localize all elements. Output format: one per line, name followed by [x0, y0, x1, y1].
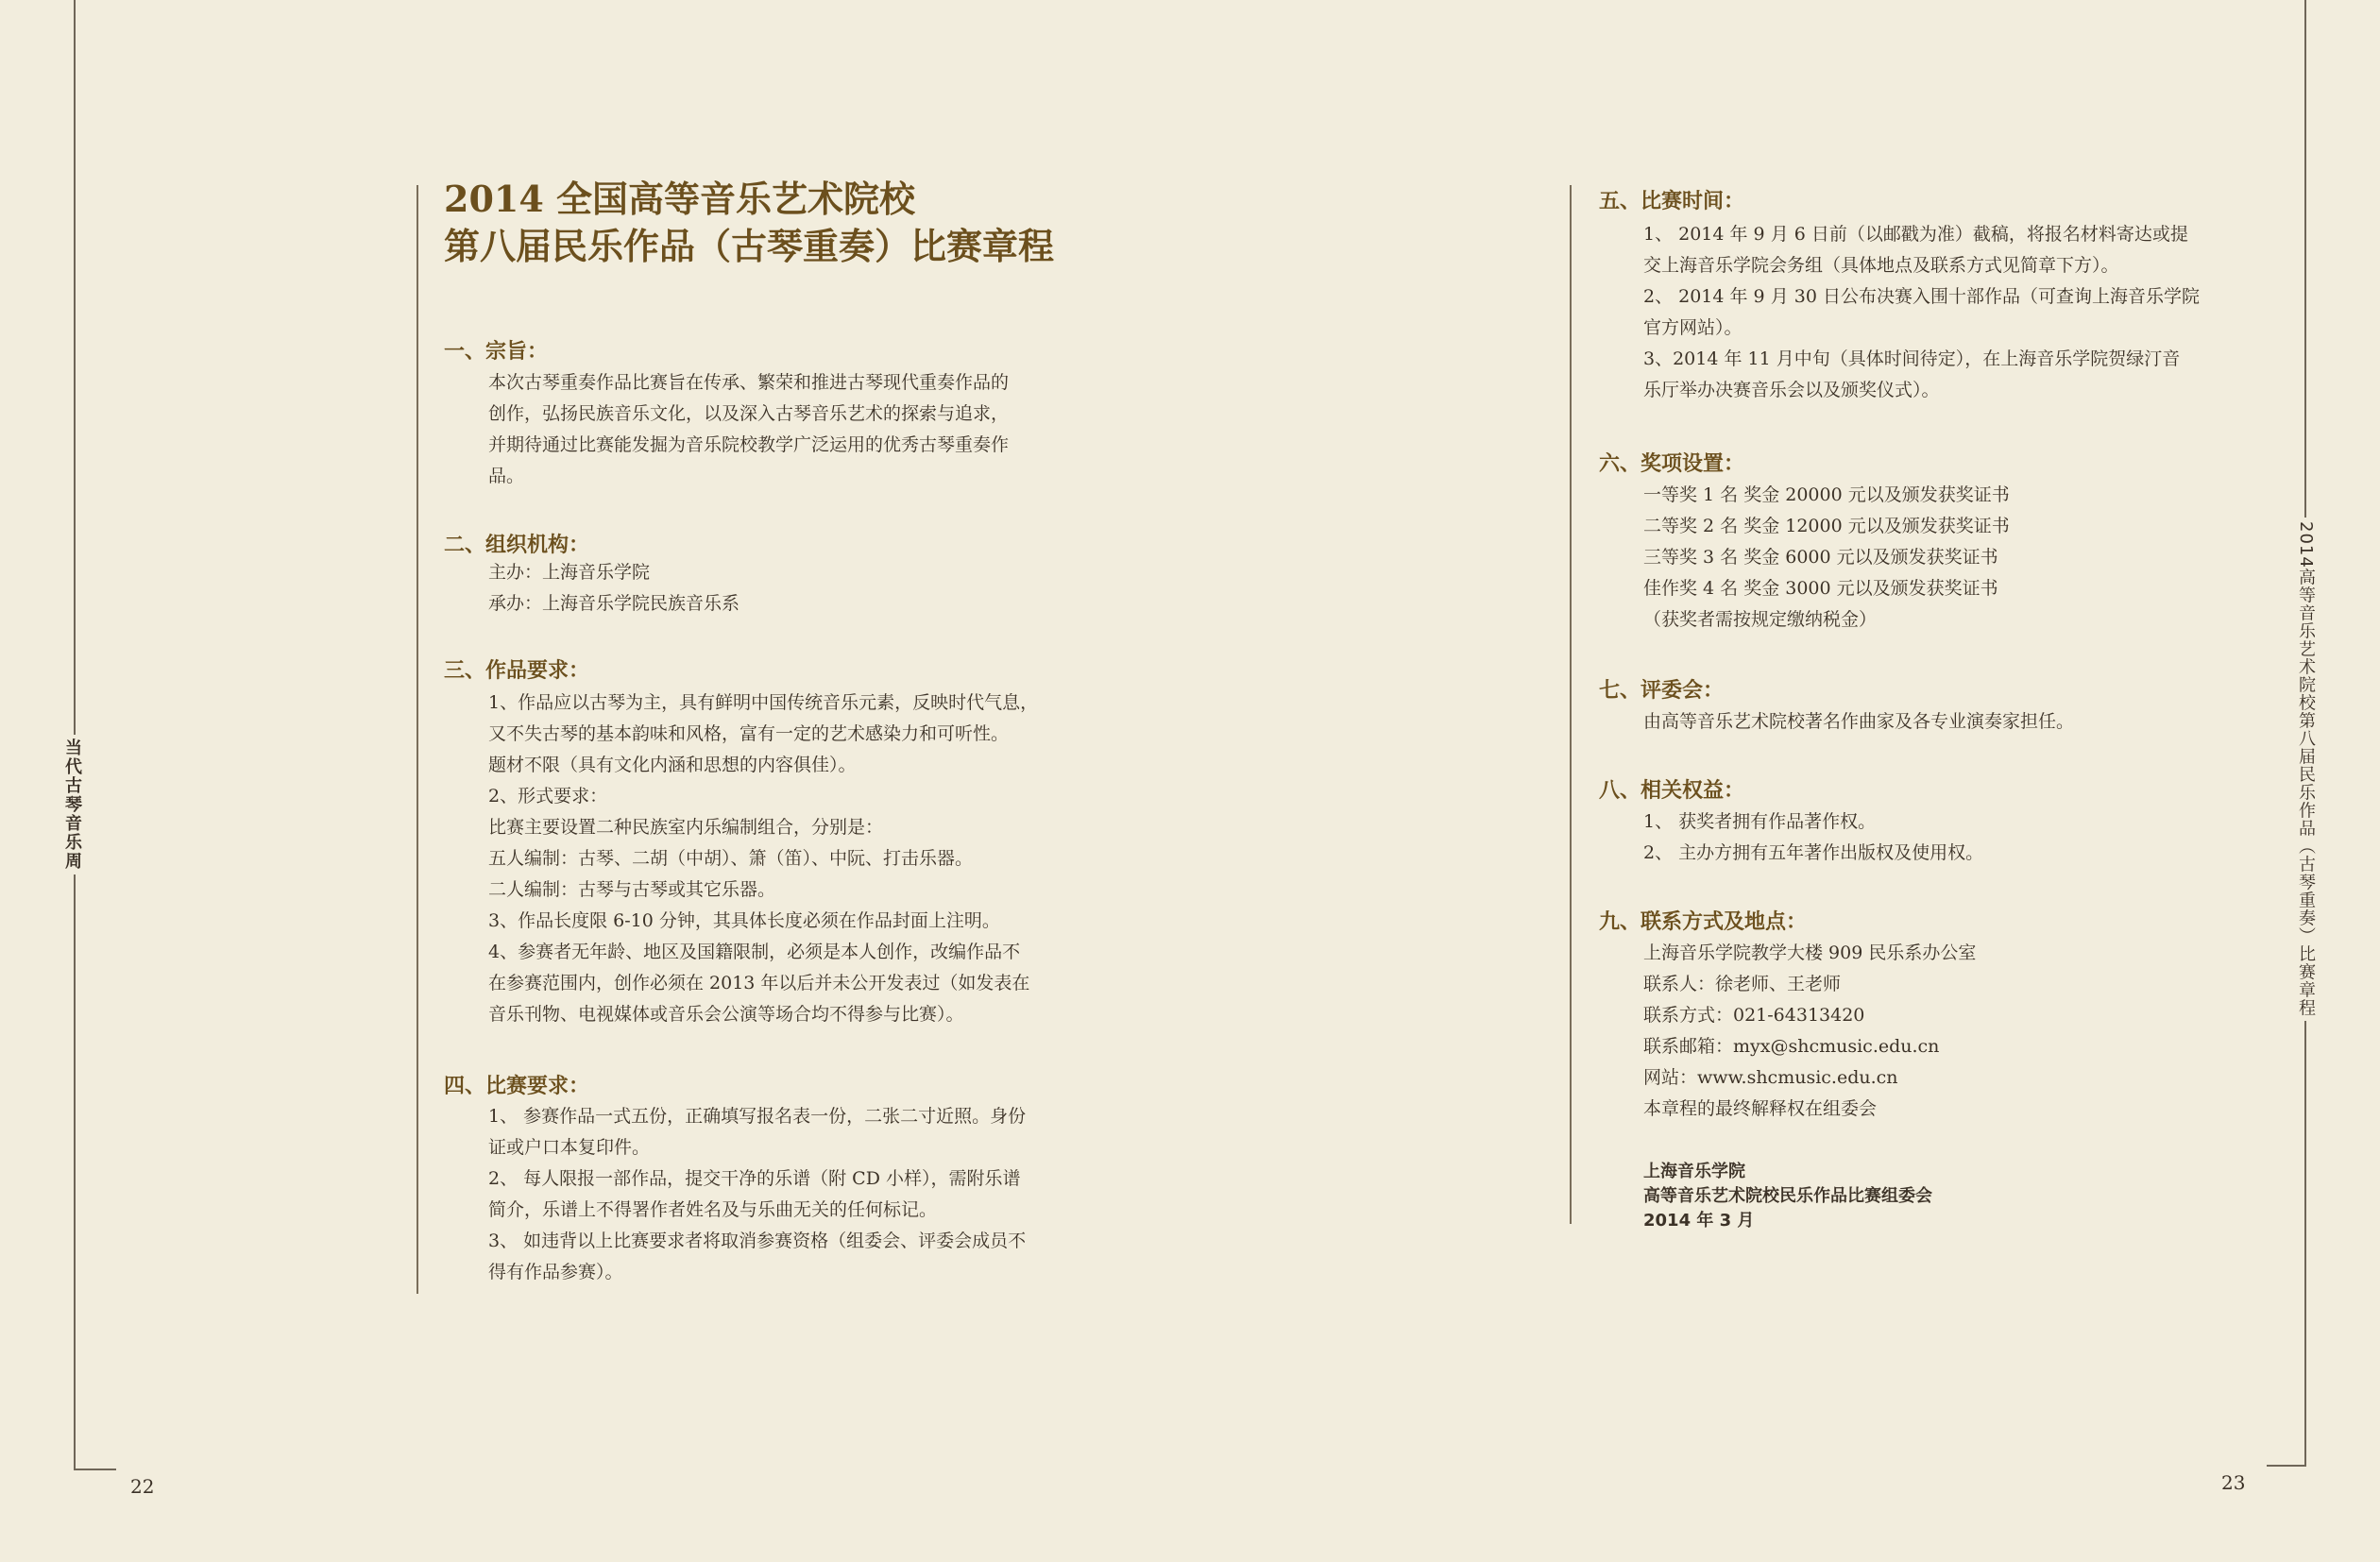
section-5-heading: 五、比赛时间：	[1599, 190, 1745, 213]
right-column-rule	[1570, 185, 1572, 1224]
right-frame-bottom-line	[2267, 1465, 2306, 1467]
signature-organization: 上海音乐学院	[1643, 1162, 1745, 1181]
left-column-rule	[416, 185, 418, 1294]
section-7-heading: 七、评委会：	[1599, 679, 1725, 703]
section-3-line: 2、形式要求：	[488, 786, 608, 806]
title-line-1: 2014 全国高等音乐艺术院校	[444, 178, 915, 220]
section-7-line: 由高等音乐艺术院校著名作曲家及各专业演奏家担任。	[1643, 711, 2075, 732]
section-2-heading: 二、组织机构：	[444, 534, 590, 557]
section-3-line: 二人编制：古琴与古琴或其它乐器。	[488, 879, 776, 900]
section-3-line: 五人编制：古琴、二胡（中胡）、箫（笛）、中阮、打击乐器。	[488, 848, 974, 869]
section-8-line: 1、 获奖者拥有作品著作权。	[1643, 811, 1877, 832]
section-1-line: 创作，弘扬民族音乐文化，以及深入古琴音乐艺术的探索与追求，	[488, 403, 1010, 424]
section-2-body	[488, 557, 740, 620]
section-2-line: 主办：上海音乐学院	[488, 562, 651, 583]
left-side-label: 当代古琴音乐周	[60, 735, 84, 874]
section-4-line: 1、 参赛作品一式五份，正确填写报名表一份，二张二寸近照。身份	[488, 1106, 1027, 1127]
signature-block	[1643, 1160, 1932, 1233]
section-6-heading: 六、奖项设置：	[1599, 452, 1745, 476]
section-8-line: 2、 主办方拥有五年著作出版权及使用权。	[1643, 842, 1984, 863]
section-8-body	[1643, 806, 1983, 869]
signature-committee: 高等音乐艺术院校民乐作品比赛组委会	[1643, 1186, 1932, 1206]
left-page-number: 22	[130, 1475, 155, 1498]
contact-person: 联系人：徐老师、王老师	[1643, 974, 1842, 994]
section-3-line: 又不失古琴的基本韵味和风格，富有一定的艺术感染力和可听性。	[488, 723, 1010, 744]
section-3-line: 4、参赛者无年龄、地区及国籍限制，必须是本人创作，改编作品不	[488, 942, 1021, 962]
contact-email: 联系邮箱：myx@shcmusic.edu.cn	[1643, 1036, 1940, 1057]
section-4-heading: 四、比赛要求：	[444, 1075, 590, 1098]
section-2-line: 承办：上海音乐学院民族音乐系	[488, 593, 740, 614]
section-3-line: 题材不限（具有文化内涵和思想的内容俱佳）。	[488, 755, 857, 775]
section-3-heading: 三、作品要求：	[444, 659, 590, 683]
award-line: 二等奖 2 名 奖金 12000 元以及颁发获奖证书	[1643, 516, 2010, 536]
section-5-line: 2、 2014 年 9 月 30 日公布决赛入围十部作品（可查询上海音乐学院	[1643, 286, 2200, 307]
section-5-line: 乐厅举办决赛音乐会以及颁奖仪式）。	[1643, 380, 1940, 400]
right-page-number: 23	[2221, 1471, 2246, 1494]
section-3-line: 比赛主要设置二种民族室内乐编制组合，分别是：	[488, 817, 884, 838]
section-4-line: 简介，乐谱上不得署作者姓名及与乐曲无关的任何标记。	[488, 1199, 938, 1220]
contact-website: 网站：www.shcmusic.edu.cn	[1643, 1067, 1898, 1088]
section-3-line: 在参赛范围内，创作必须在 2013 年以后并未公开发表过（如发表在	[488, 973, 1030, 993]
contact-phone: 联系方式：021-64313420	[1643, 1005, 1865, 1026]
section-4-line: 证或户口本复印件。	[488, 1137, 651, 1158]
section-8-heading: 八、相关权益：	[1599, 779, 1745, 803]
section-4-line: 2、 每人限报一部作品，提交干净的乐谱（附 CD 小样），需附乐谱	[488, 1168, 1021, 1189]
award-line: 一等奖 1 名 奖金 20000 元以及颁发获奖证书	[1643, 484, 2010, 505]
section-9-body	[1643, 938, 1976, 1125]
section-6-body	[1643, 480, 2010, 636]
section-5-line: 1、 2014 年 9 月 6 日前（以邮戳为准）截稿，将报名材料寄达或提	[1643, 224, 2188, 245]
award-line: 佳作奖 4 名 奖金 3000 元以及颁发获奖证书	[1643, 578, 1998, 599]
section-1-line: 本次古琴重奏作品比赛旨在传承、繁荣和推进古琴现代重奏作品的	[488, 372, 1010, 393]
section-3-body	[488, 688, 1038, 1030]
right-side-label: 2014高等音乐艺术院校第八届民乐作品（古琴重奏）比赛章程	[2293, 518, 2318, 1021]
section-3-line: 1、作品应以古琴为主，具有鲜明中国传统音乐元素，反映时代气息，	[488, 692, 1039, 713]
left-frame-bottom-line	[74, 1469, 116, 1470]
section-1-line: 品。	[488, 466, 525, 486]
section-5-body	[1643, 219, 2200, 406]
title-line-2: 第八届民乐作品（古琴重奏）比赛章程	[444, 225, 1055, 267]
section-4-body	[488, 1101, 1026, 1288]
section-1-heading: 一、宗旨：	[444, 340, 549, 364]
section-1-body	[488, 367, 1009, 492]
document-title	[444, 176, 1054, 270]
section-5-line: 交上海音乐学院会务组（具体地点及联系方式见简章下方）。	[1643, 255, 2119, 276]
section-3-line: 3、作品长度限 6-10 分钟，其具体长度必须在作品封面上注明。	[488, 910, 1000, 931]
interpretation-note: 本章程的最终解释权在组委会	[1643, 1098, 1878, 1119]
award-note: （获奖者需按规定缴纳税金）	[1643, 609, 1878, 630]
section-4-line: 3、 如违背以上比赛要求者将取消参赛资格（组委会、评委会成员不	[488, 1231, 1027, 1251]
section-7-body	[1643, 706, 2074, 738]
section-9-heading: 九、联系方式及地点：	[1599, 910, 1808, 934]
award-line: 三等奖 3 名 奖金 6000 元以及颁发获奖证书	[1643, 547, 1998, 568]
section-5-line: 3、2014 年 11 月中旬（具体时间待定），在上海音乐学院贺绿汀音	[1643, 348, 2181, 369]
signature-date: 2014 年 3 月	[1643, 1211, 1755, 1231]
section-1-line: 并期待通过比赛能发掘为音乐院校教学广泛运用的优秀古琴重奏作	[488, 434, 1010, 455]
section-5-line: 官方网站）。	[1643, 317, 1742, 338]
section-4-line: 得有作品参赛）。	[488, 1262, 623, 1282]
contact-address: 上海音乐学院教学大楼 909 民乐系办公室	[1643, 942, 1977, 963]
section-3-line: 音乐刊物、电视媒体或音乐会公演等场合均不得参与比赛）。	[488, 1004, 964, 1025]
